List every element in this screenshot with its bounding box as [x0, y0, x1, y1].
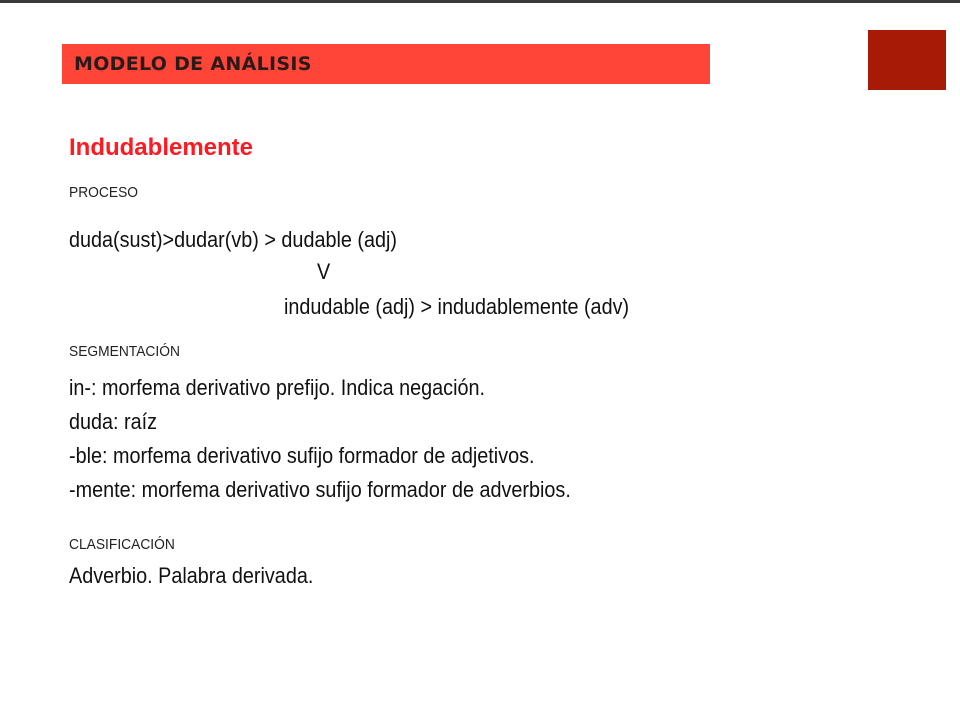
section-header-bar [62, 44, 710, 84]
segmentacion-line-4: -mente: morfema derivativo sufijo formador de adverbios. [69, 477, 571, 502]
decorative-corner-square [868, 30, 946, 90]
segmentacion-line-3: -ble: morfema derivativo sufijo formador de adjetivos. [69, 443, 535, 468]
section-header-title: MODELO DE ANÁLISIS [74, 53, 312, 75]
proceso-line-2: indudable (adj) > indudablemente (adv) [284, 294, 630, 319]
clasificacion-text: Adverbio. Palabra derivada. [69, 563, 314, 588]
top-border-line [0, 0, 960, 3]
proceso-line-1: duda(sust)>dudar(vb) > dudable (adj) [69, 227, 398, 252]
analyzed-word-title: Indudablemente [69, 134, 254, 161]
proceso-label: PROCESO [69, 184, 139, 201]
segmentacion-line-2: duda: raíz [69, 409, 158, 434]
segmentacion-label: SEGMENTACIÓN [69, 343, 180, 360]
clasificacion-label: CLASIFICACIÓN [69, 536, 175, 553]
segmentacion-line-1: in-: morfema derivativo prefijo. Indica negación. [69, 375, 486, 400]
proceso-arrow: V [317, 259, 331, 284]
